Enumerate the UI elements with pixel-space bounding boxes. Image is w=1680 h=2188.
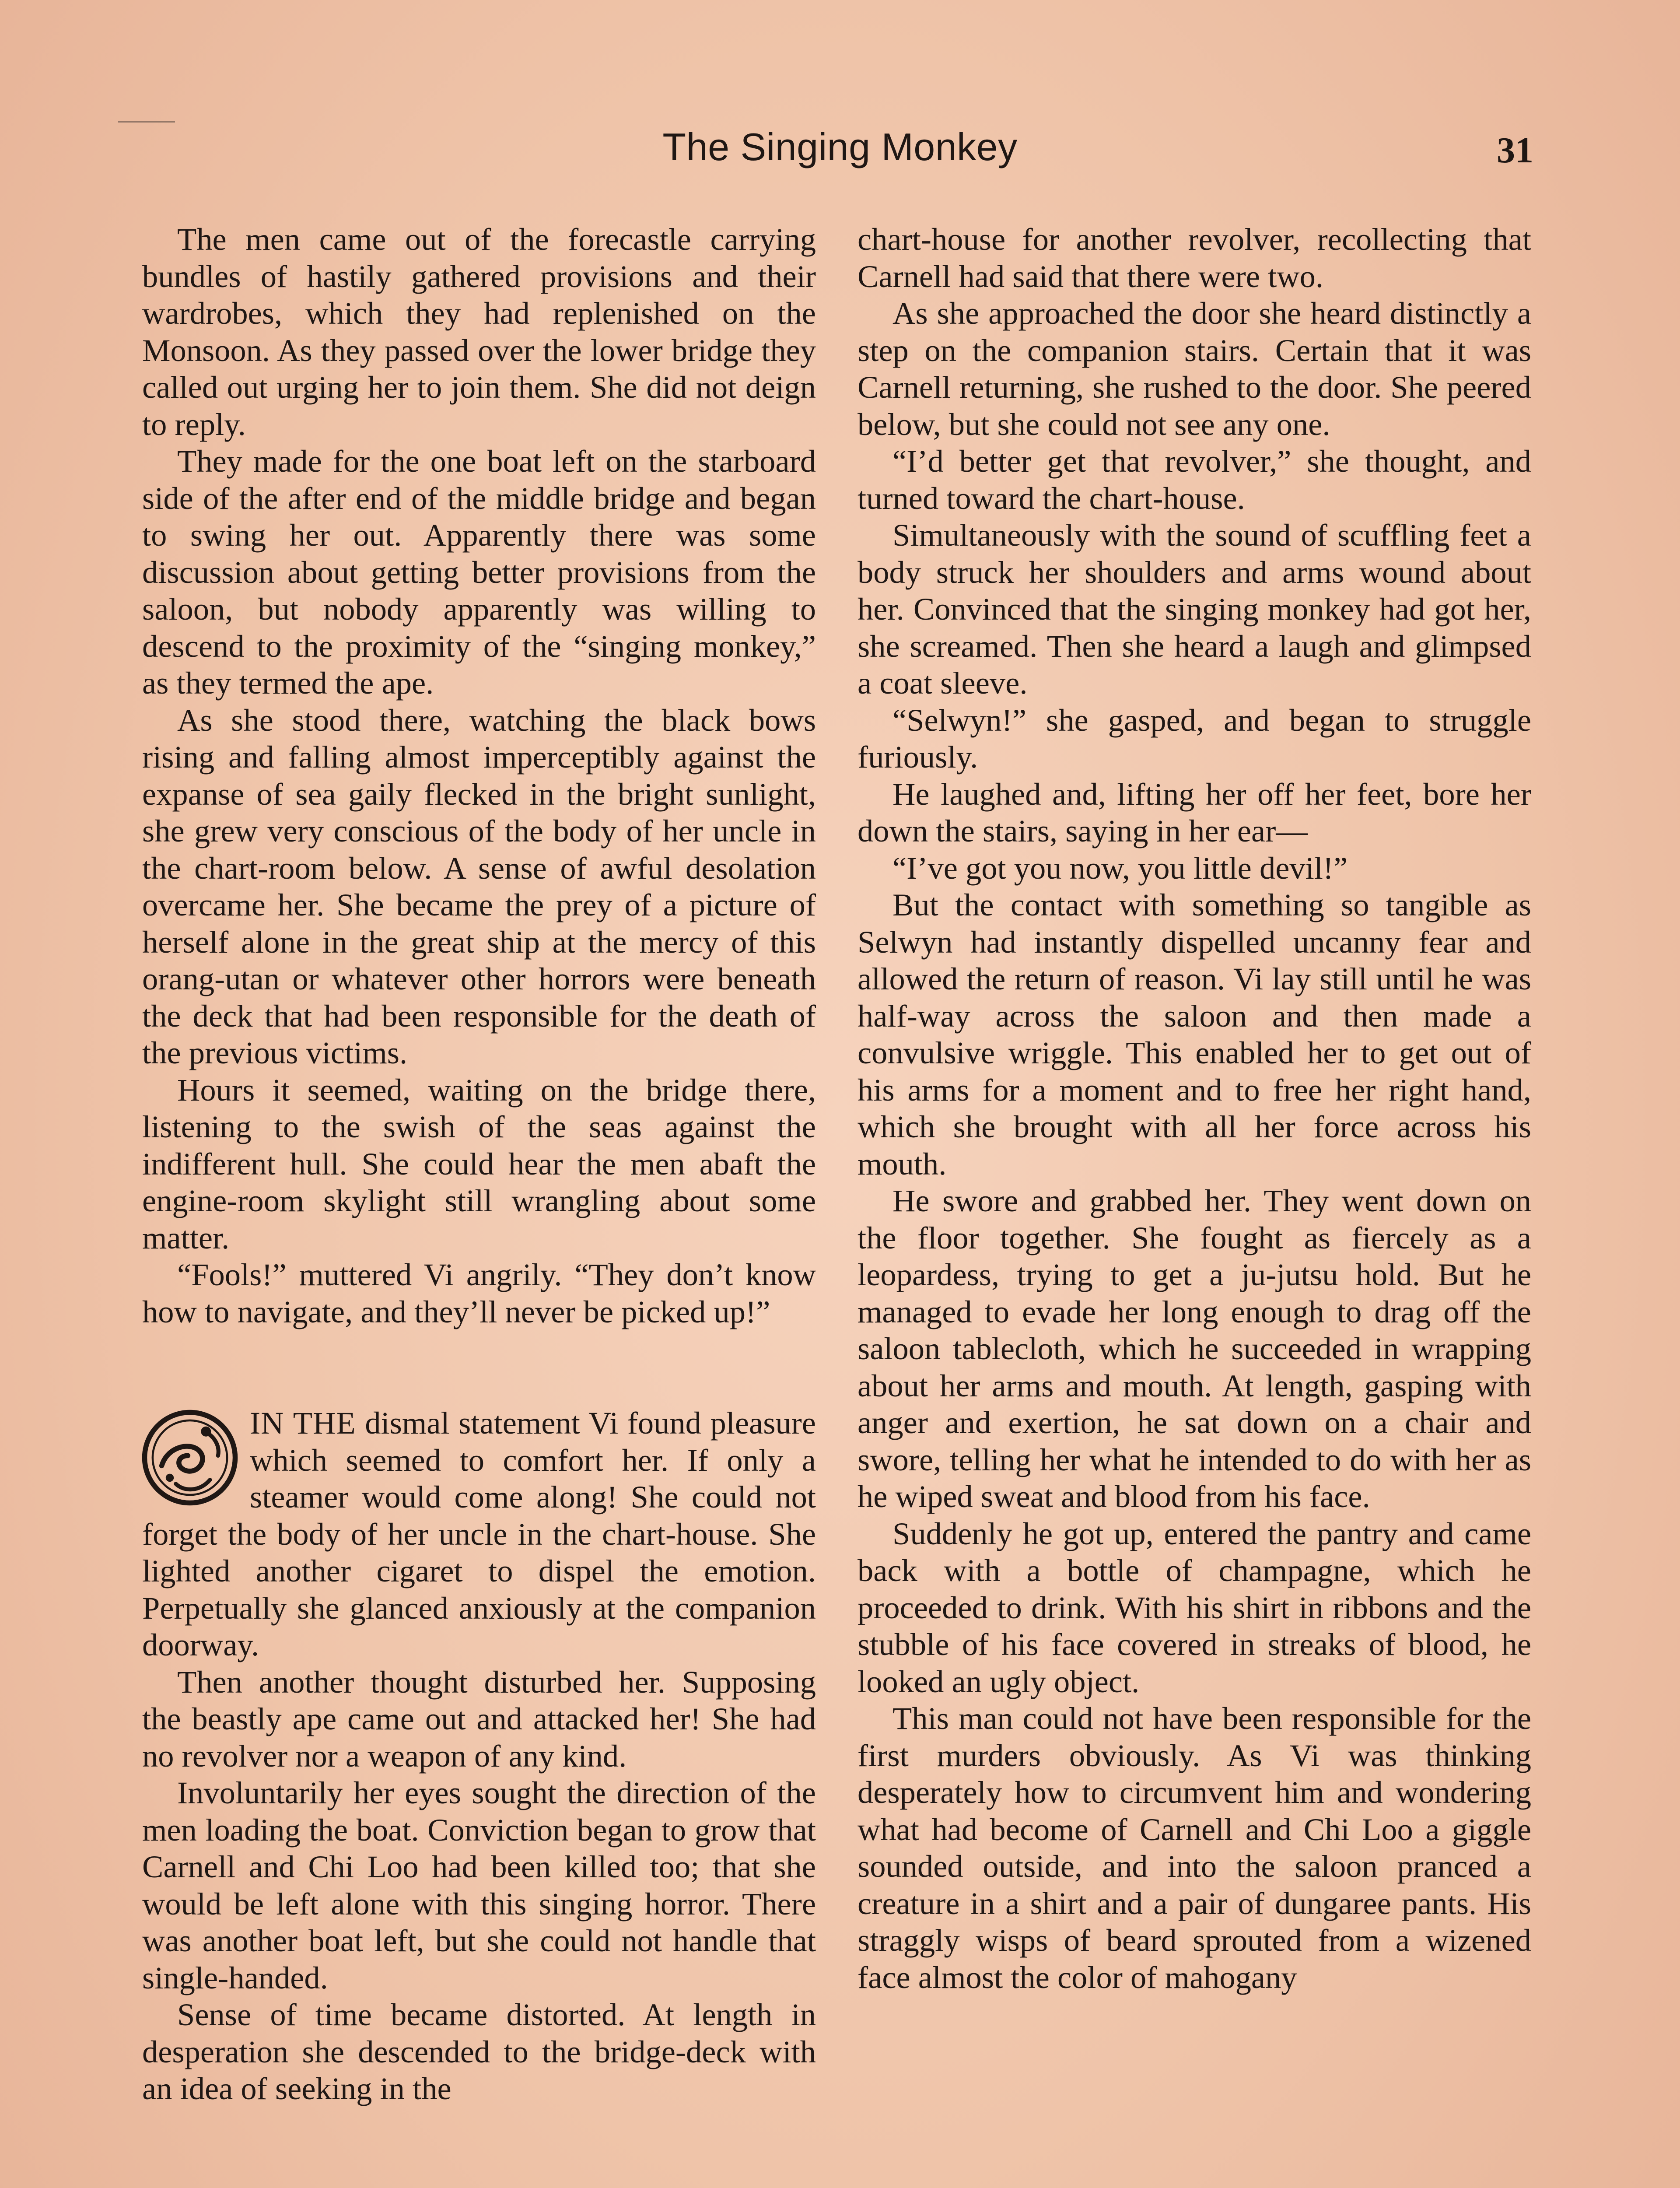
paragraph bbox=[858, 776, 1531, 850]
paragraph-text: As she stood there, watching the black bows rising and falling almost imperceptibly against the expanse of sea gaily flecked in the bright sunlight, she grew very conscious of the body of her uncle in the chart-room below. A sense of awful desolation overcame her. She became the prey of a picture of herself alone in the great ship at the mercy of this orang-utan or whatever other horrors were beneath the deck that had been responsible for the death of the previous victims. bbox=[142, 702, 816, 1070]
paragraph bbox=[142, 221, 816, 443]
paragraph bbox=[142, 1774, 816, 1996]
right-column bbox=[858, 221, 1531, 1996]
drop-cap-lead-in: IN THE bbox=[250, 1405, 356, 1441]
paragraph bbox=[142, 1072, 816, 1257]
section-break bbox=[142, 1330, 816, 1405]
paragraph-text: The men came out of the forecastle carrying bundles of hastily gathered provisions and their wardrobes, which they had replenished on the Monsoon. As they passed over the lower bridge they called out urging her to join them. She did not deign to reply. bbox=[142, 221, 816, 442]
page-number: 31 bbox=[1497, 130, 1533, 171]
paragraph-text: He laughed and, lifting her off her feet, bore her down the stairs, saying in her ear— bbox=[858, 776, 1531, 849]
paragraph bbox=[858, 1700, 1531, 1996]
paragraph bbox=[142, 443, 816, 702]
paragraph bbox=[858, 295, 1531, 443]
paragraph bbox=[858, 850, 1531, 887]
paragraph-text: Then another thought disturbed her. Supposing the beastly ape came out and attacked her! She had no revolver nor a weapon of any kind. bbox=[142, 1664, 816, 1774]
paragraph bbox=[858, 887, 1531, 1182]
paragraph-text: “I’d better get that revolver,” she thought, and turned toward the chart-house. bbox=[858, 443, 1531, 516]
paragraph bbox=[142, 702, 816, 1072]
paragraph bbox=[858, 702, 1531, 776]
drop-cap-paragraph bbox=[142, 1405, 816, 1664]
paragraph-text: But the contact with something so tangible as Selwyn had instantly dispelled uncanny fear and allowed the return of reason. Vi lay still until he was half-way across the saloon and then made a convulsive wriggle. This enabled her to get out of his arms for a moment and to free her right hand, which she brought with all her force across his mouth. bbox=[858, 887, 1531, 1182]
continued-paragraph bbox=[858, 221, 1531, 295]
paragraph bbox=[858, 517, 1531, 702]
paragraph-text: He swore and grabbed her. They went down on the floor together. She fought as fiercely as a leopardess, trying to get a ju-jutsu hold. But he managed to evade her long enough to drag off the saloon tablecloth, which he succeeded in wrapping about her arms and mouth. At length, gasping with anger and exertion, he sat down on a chair and swore, telling her what he intended to do with her as he wiped sweat and blood from his face. bbox=[858, 1183, 1531, 1514]
left-column bbox=[142, 221, 816, 2107]
paragraph-text: “I’ve got you now, you little devil!” bbox=[892, 850, 1348, 886]
paragraph bbox=[858, 443, 1531, 517]
paragraph bbox=[858, 1515, 1531, 1701]
paragraph-text: Involuntarily her eyes sought the direction of the men loading the boat. Conviction began to grow that Carnell and Chi Loo had been killed too; that she would be left alone with this singing horror. There was another boat left, but she could not handle that single-handed. bbox=[142, 1775, 816, 1995]
paragraph bbox=[142, 1664, 816, 1775]
paragraph-text: Suddenly he got up, entered the pantry and came back with a bottle of champagne, which he proceeded to drink. With his shirt in ribbons and the stubble of his face covered in streaks of blood, he looked an ugly object. bbox=[858, 1515, 1531, 1699]
paragraph-text: “Fools!” muttered Vi angrily. “They don’t know how to navigate, and they’ll never be picked up!” bbox=[142, 1257, 816, 1329]
paragraph bbox=[142, 1256, 816, 1330]
paragraph-text: Simultaneously with the sound of scuffling feet a body struck her shoulders and arms wound about her. Convinced that the singing monkey had got her, she screamed. Then she heard a laugh and glimpsed a coat sleeve. bbox=[858, 517, 1531, 701]
ornamental-initial-icon bbox=[140, 1407, 240, 1508]
drop-cap-text: dismal statement Vi found pleasure which seemed to comfort her. If only a steamer would come along! She could not forget the body of her uncle in the chart-house. She lighted another cigaret to dispel the emotion. Perpetually she glanced anxiously at the companion doorway. bbox=[142, 1405, 816, 1662]
running-head: The Singing Monkey bbox=[662, 125, 1018, 168]
paragraph bbox=[142, 1996, 816, 2107]
paragraph bbox=[858, 1182, 1531, 1515]
header-rule bbox=[118, 121, 175, 123]
paragraph-text: chart-house for another revolver, recollecting that Carnell had said that there were two. bbox=[858, 221, 1531, 294]
paragraph-text: “Selwyn!” she gasped, and began to struggle furiously. bbox=[858, 702, 1531, 775]
paragraph-text: Sense of time became distorted. At length in desperation she descended to the bridge-deck with an idea of seeking in the bbox=[142, 1997, 816, 2106]
paragraph-text: They made for the one boat left on the starboard side of the after end of the middle bridge and began to swing her out. Apparently there was some discussion about getting better provisions from the saloon, but nobody apparently was willing to descend to the proximity of the “singing monkey,” as they termed the ape. bbox=[142, 443, 816, 701]
paragraph-text: As she approached the door she heard distinctly a step on the companion stairs. Certain that it was Carnell returning, she rushed to the door. She peered below, but she could not see any one. bbox=[858, 295, 1531, 442]
paragraph-text: Hours it seemed, waiting on the bridge there, listening to the swish of the seas against the indifferent hull. She could hear the men abaft the engine-room skylight still wrangling about some matter. bbox=[142, 1072, 816, 1255]
paragraph-text: This man could not have been responsible for the first murders obviously. As Vi was thinking desperately how to circumvent him and wondering what had become of Carnell and Chi Loo a giggle sounded outside, and into the saloon pranced a creature in a shirt and a pair of dungaree pants. His straggly wisps of beard sprouted from a wizened face almost the color of mahogany bbox=[858, 1701, 1531, 1995]
